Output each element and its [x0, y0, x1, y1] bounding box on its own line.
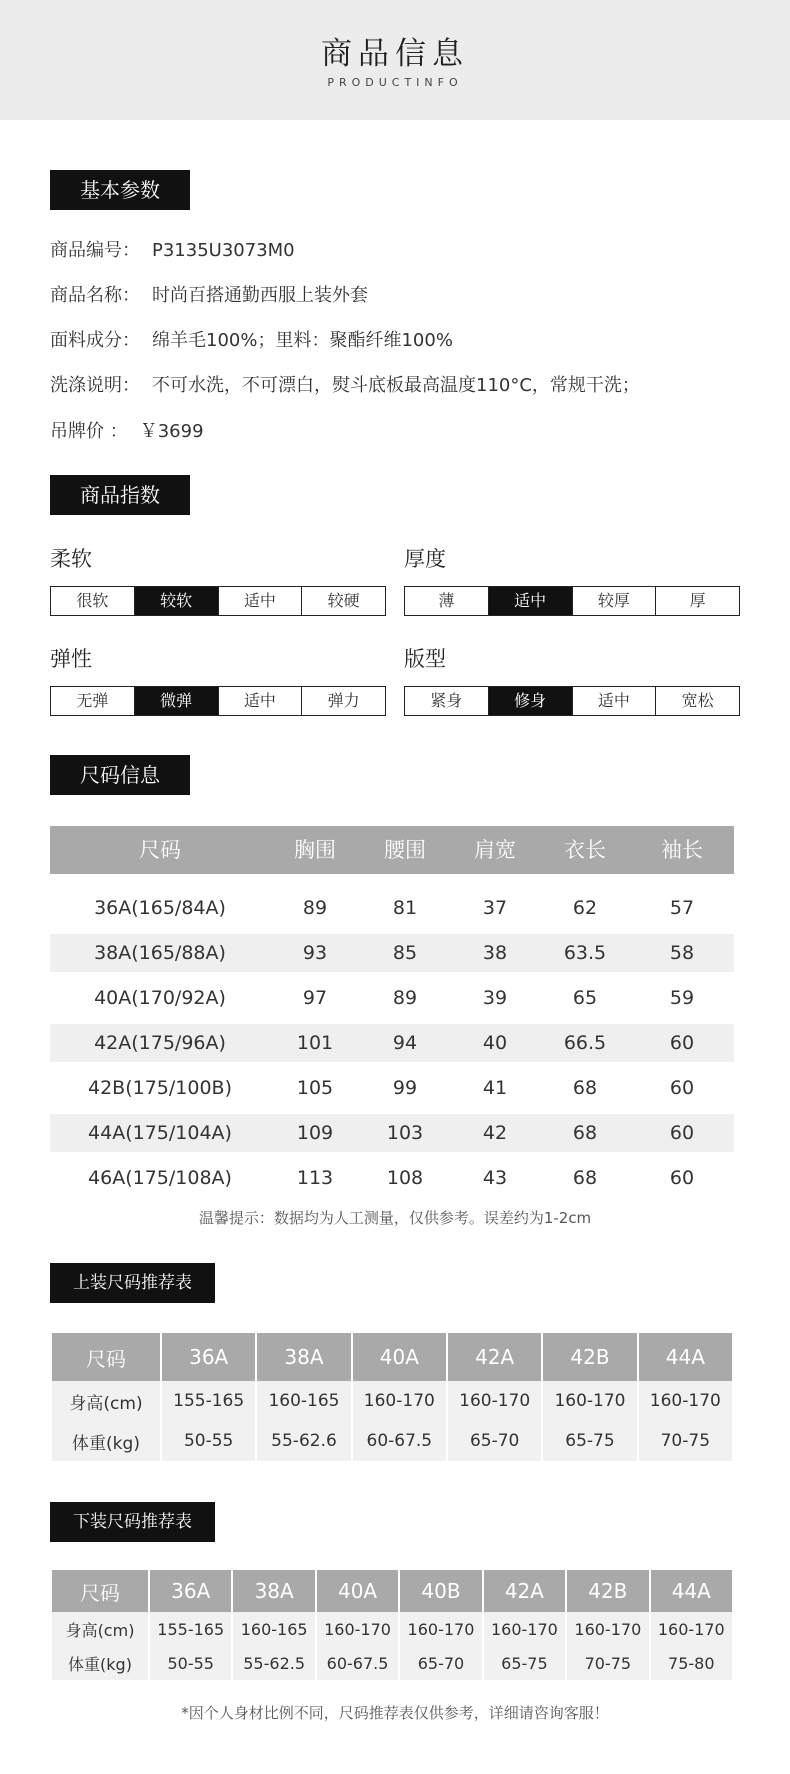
page-header: [0, 0, 790, 120]
table-cell: 160-165: [233, 1612, 314, 1646]
table-cell: 93: [302, 942, 328, 964]
index-option-selected: 较软: [135, 587, 219, 615]
index-title-fit: 版型: [404, 647, 446, 671]
index-title-thickness: 厚度: [404, 547, 446, 571]
table-cell: 42: [482, 1122, 508, 1144]
table-cell: 103: [386, 1122, 424, 1144]
index-scale-thickness: [404, 586, 740, 616]
section-label-index: 商品指数: [50, 475, 190, 515]
section-label-top-rec: 上装尺码推荐表: [50, 1263, 215, 1303]
param-row-code: [50, 236, 295, 262]
top-rec-table: [50, 1333, 734, 1461]
param-row-price: [50, 417, 204, 443]
table-cell: 38A(165/88A): [94, 942, 226, 964]
table-cell: 60: [669, 1032, 695, 1054]
table-cell: 40B: [400, 1570, 481, 1612]
table-cell: 36A: [150, 1570, 231, 1612]
table-cell: 50-55: [150, 1646, 231, 1680]
size-col-header: 袖长: [661, 838, 703, 862]
table-cell: 81: [392, 897, 418, 919]
table-cell: 42B: [543, 1333, 636, 1381]
table-cell: 55-62.5: [233, 1646, 314, 1680]
bottom-rec-table: [50, 1570, 734, 1680]
table-cell: 68: [572, 1077, 598, 1099]
section-label-size: 尺码信息: [50, 755, 190, 795]
index-title-softness: 柔软: [50, 547, 92, 571]
table-cell: 38: [482, 942, 508, 964]
table-cell: 42A(175/96A): [94, 1032, 226, 1054]
table-cell: 70-75: [639, 1421, 732, 1461]
param-value: P3135U3073M0: [152, 240, 295, 261]
index-option: 适中: [219, 687, 303, 715]
table-cell: 75-80: [651, 1646, 732, 1680]
table-cell: 65-75: [484, 1646, 565, 1680]
index-option: 无弹: [51, 687, 135, 715]
table-cell: 160-170: [400, 1612, 481, 1646]
param-row-washing: [50, 371, 640, 397]
size-col-header: 衣长: [564, 838, 606, 862]
page-title: 商品信息: [321, 36, 469, 72]
index-option: 宽松: [681, 691, 714, 710]
table-cell: 43: [482, 1167, 508, 1189]
table-cell: 97: [302, 987, 328, 1009]
table-cell: 160-170: [543, 1381, 636, 1421]
param-row-fabric: [50, 326, 453, 352]
table-row: [52, 1646, 732, 1680]
table-cell: 58: [669, 942, 695, 964]
table-row: [52, 1381, 732, 1421]
table-cell: 65-70: [400, 1646, 481, 1680]
index-option: 很软: [51, 587, 135, 615]
section-label-basic: 基本参数: [50, 170, 190, 210]
table-cell: 94: [392, 1032, 418, 1054]
table-cell: 60: [669, 1122, 695, 1144]
table-cell: 40A: [317, 1570, 398, 1612]
table-cell: 160-170: [317, 1612, 398, 1646]
table-cell: 89: [302, 897, 328, 919]
index-option: 较硬: [327, 591, 360, 610]
table-row: [50, 979, 734, 1017]
table-cell: 46A(175/108A): [88, 1167, 232, 1189]
table-cell: 36A: [162, 1333, 255, 1381]
size-table-header: [50, 826, 734, 874]
table-cell: 42B(175/100B): [87, 1077, 232, 1099]
index-scale-elasticity: [50, 686, 386, 716]
table-cell: 60: [669, 1077, 695, 1099]
table-cell: 42A: [484, 1570, 565, 1612]
table-cell: 155-165: [162, 1381, 255, 1421]
table-row: [52, 1570, 732, 1612]
table-cell: 40A(170/92A): [94, 987, 226, 1009]
table-cell: 66.5: [563, 1032, 607, 1054]
param-value: ￥3699: [139, 421, 204, 442]
table-cell: 38A: [233, 1570, 314, 1612]
param-label: 吊牌价 ：: [50, 421, 128, 442]
table-row: [52, 1333, 732, 1381]
table-cell: 42A: [448, 1333, 541, 1381]
index-scale-softness: [50, 586, 386, 616]
table-cell: 38A: [257, 1333, 350, 1381]
size-col-header: 胸围: [294, 838, 336, 862]
table-cell: 身高(cm): [52, 1381, 160, 1421]
table-cell: 36A(165/84A): [94, 897, 226, 919]
table-cell: 60-67.5: [317, 1646, 398, 1680]
param-label: 商品名称：: [50, 285, 140, 306]
table-cell: 65-70: [448, 1421, 541, 1461]
index-option: 较厚: [573, 587, 657, 615]
table-cell: 65-75: [543, 1421, 636, 1461]
table-cell: 105: [296, 1077, 334, 1099]
table-cell: 60-67.5: [353, 1421, 446, 1461]
table-cell: 50-55: [162, 1421, 255, 1461]
table-cell: 身高(cm): [52, 1612, 148, 1646]
table-cell: 63.5: [563, 942, 607, 964]
index-option: 厚: [689, 591, 706, 610]
param-value: 不可水洗，不可漂白，熨斗底板最高温度110°C，常规干洗；: [152, 375, 640, 396]
size-col-header: 肩宽: [474, 838, 516, 862]
table-cell: 160-170: [567, 1612, 648, 1646]
index-option-selected: 适中: [489, 587, 573, 615]
table-cell: 160-170: [353, 1381, 446, 1421]
size-note: 温馨提示：数据均为人工测量，仅供参考。误差约为1-2cm: [198, 1209, 592, 1227]
table-cell: 体重(kg): [52, 1646, 148, 1680]
table-cell: 85: [392, 942, 418, 964]
section-label-bottom-rec: 下装尺码推荐表: [50, 1502, 215, 1542]
table-cell: 160-170: [639, 1381, 732, 1421]
table-cell: 57: [669, 897, 695, 919]
table-cell: 109: [296, 1122, 334, 1144]
table-cell: 99: [392, 1077, 418, 1099]
table-cell: 59: [669, 987, 695, 1009]
page-subtitle: PRODUCTINFO: [327, 76, 463, 89]
table-cell: 155-165: [150, 1612, 231, 1646]
table-cell: 160-170: [651, 1612, 732, 1646]
table-cell: 55-62.6: [257, 1421, 350, 1461]
table-cell: 89: [392, 987, 418, 1009]
table-cell: 尺码: [52, 1333, 160, 1381]
index-option-selected: 修身: [489, 687, 573, 715]
index-option: 适中: [573, 687, 657, 715]
size-col-header: 尺码: [139, 838, 181, 862]
table-row: [52, 1421, 732, 1461]
param-label: 面料成分：: [50, 330, 140, 351]
table-cell: 70-75: [567, 1646, 648, 1680]
table-cell: 160-170: [484, 1612, 565, 1646]
table-row: [50, 1159, 734, 1197]
index-option: 薄: [405, 587, 489, 615]
table-cell: 160-165: [257, 1381, 350, 1421]
table-row: [52, 1612, 732, 1646]
param-value: 时尚百搭通勤西服上装外套: [152, 285, 368, 306]
table-cell: 42B: [567, 1570, 648, 1612]
table-cell: 44A: [651, 1570, 732, 1612]
table-cell: 40: [482, 1032, 508, 1054]
index-option: 适中: [219, 587, 303, 615]
table-row: [50, 934, 734, 972]
table-cell: 44A(175/104A): [88, 1122, 232, 1144]
table-cell: 41: [482, 1077, 508, 1099]
index-option: 紧身: [405, 687, 489, 715]
table-cell: 108: [386, 1167, 424, 1189]
table-cell: 39: [482, 987, 508, 1009]
index-title-elasticity: 弹性: [50, 647, 92, 671]
table-cell: 体重(kg): [52, 1421, 160, 1461]
table-cell: 44A: [639, 1333, 732, 1381]
table-cell: 68: [572, 1122, 598, 1144]
index-option: 弹力: [327, 691, 360, 710]
table-row: [50, 1114, 734, 1152]
table-cell: 60: [669, 1167, 695, 1189]
size-col-header: 腰围: [384, 838, 426, 862]
recommend-note: *因个人身材比例不同，尺码推荐表仅供参考，详细请咨询客服！: [181, 1704, 609, 1722]
param-label: 商品编号：: [50, 240, 140, 261]
param-value: 绵羊毛100%；里料：聚酯纤维100%: [152, 330, 453, 351]
param-label: 洗涤说明：: [50, 375, 140, 396]
table-cell: 160-170: [448, 1381, 541, 1421]
table-cell: 尺码: [52, 1570, 148, 1612]
table-cell: 37: [482, 897, 508, 919]
param-row-name: [50, 281, 368, 307]
table-cell: 62: [572, 897, 598, 919]
table-cell: 68: [572, 1167, 598, 1189]
index-option-selected: 微弹: [135, 687, 219, 715]
table-cell: 101: [296, 1032, 334, 1054]
table-row: [50, 1069, 734, 1107]
table-row: [50, 889, 734, 927]
table-row: [50, 1024, 734, 1062]
index-scale-fit: [404, 686, 740, 716]
table-cell: 65: [572, 987, 598, 1009]
table-cell: 113: [296, 1167, 334, 1189]
table-cell: 40A: [353, 1333, 446, 1381]
